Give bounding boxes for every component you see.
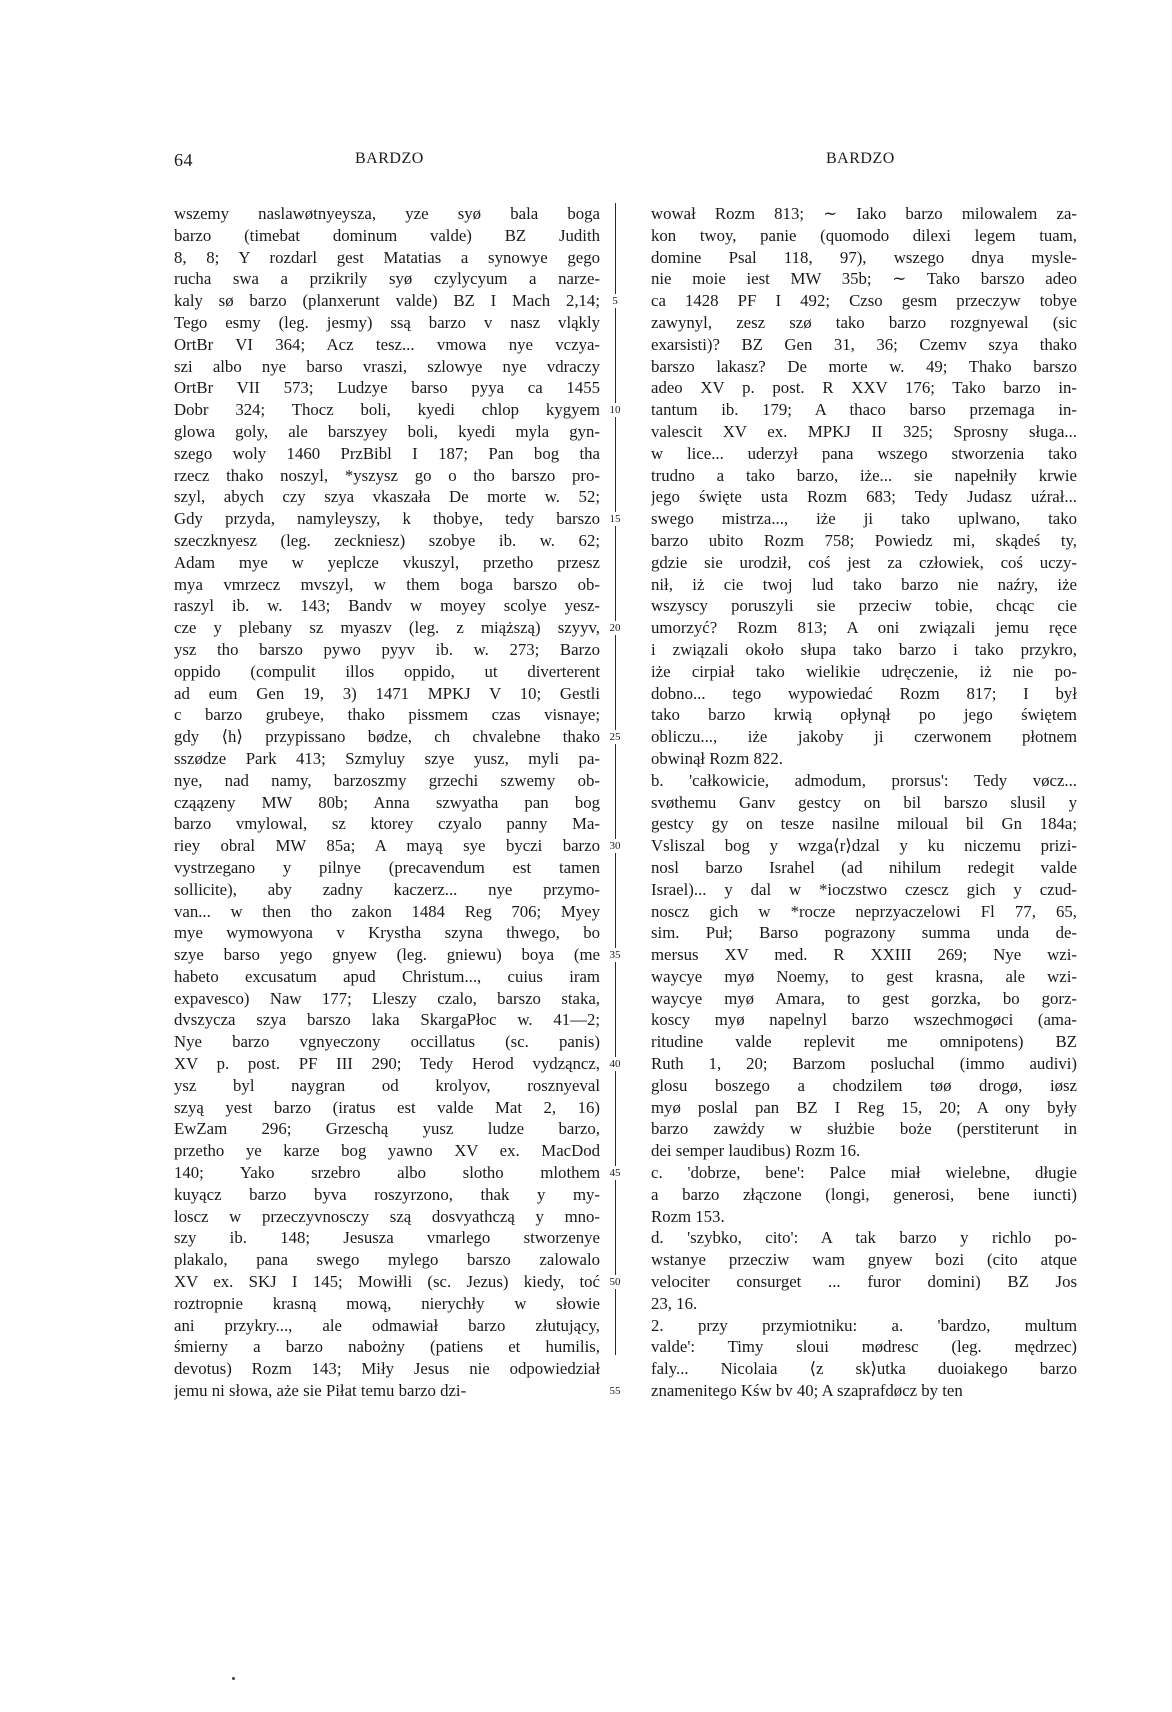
line-number: 10 xyxy=(604,403,626,417)
text-line: riey obral MW 85a; A mayą sye byczi barzo xyxy=(174,836,600,856)
text-line: expavesco) Naw 177; Lleszy czalo, barszo staka, xyxy=(174,988,600,1008)
text-line: obliczu..., iże jakoby ji czerwonem płotnem xyxy=(651,727,1077,747)
text-line: OrtBr VI 364; Acz tesz... vmowa nye vczya- xyxy=(174,334,600,354)
text-line: faly... Nicolaia ⟨z sk⟩utka duoiakego barzo xyxy=(651,1359,1077,1379)
text-line: a barzo złączone (longi, generosi, bene iuncti) xyxy=(651,1184,1077,1204)
text-line: gdy ⟨h⟩ przypissano bødze, ch chvalebne thako xyxy=(174,727,600,747)
text-line: gdzie sie urodził, coś jest za człowiek, coś uczy- xyxy=(651,552,1077,572)
text-line: 2. przy przymiotniku: a. 'bardzo, multum xyxy=(651,1315,1077,1335)
text-line: ysz byl naygran od krolyov, rosznyeval xyxy=(174,1075,600,1095)
text-line: mya vmrzecz mvszyl, w them boga barszo ob- xyxy=(174,574,600,594)
text-line: Israel)... y dal w *ioczstwo czescz gich y czud- xyxy=(651,879,1077,899)
text-line: Ruth 1, 20; Barzom posluchal (immo audivi) xyxy=(651,1054,1077,1074)
text-line: nie moie iest MW 35b; ∼ Tako barszo adeo xyxy=(651,269,1077,289)
text-line: kaly sø barzo (planxerunt valde) BZ I Mach 2,14; xyxy=(174,291,600,311)
text-line: rzecz thako noszyl, *yszysz go o tho barszo pro- xyxy=(174,465,600,485)
line-number: 15 xyxy=(604,512,626,526)
text-line: devotus) Rozm 143; Miły Jesus nie odpowiedział xyxy=(174,1359,600,1379)
text-line: zawynyl, zesz szø tako barzo rozgnyewal (sic xyxy=(651,312,1077,332)
text-line: barzo ubito Rozm 758; Powiedz mi, skądeś ty, xyxy=(651,530,1077,550)
text-line: gestcy gy on tesze nasilne miloual bil Gn 184a; xyxy=(651,814,1077,834)
text-line: wszyscy poruszyli sie przeciw tobie, chcąc cie xyxy=(651,596,1077,616)
text-line: Tego esmy (leg. jesmy) ssą barzo v nasz vląkly xyxy=(174,312,600,332)
text-line: mersus XV med. R XXIII 269; Nye wzi- xyxy=(651,945,1077,965)
text-line: kuyącz barzo byva roszyrzono, thak y my- xyxy=(174,1184,600,1204)
line-number: 20 xyxy=(604,621,626,635)
text-line: Rozm 153. xyxy=(651,1206,725,1226)
text-line: szyl, abych czy szya vkaszała De morte w. 52; xyxy=(174,487,600,507)
text-line: Vsliszal bog y wzga⟨r⟩dzal y ku niczemu prizi- xyxy=(651,836,1077,856)
text-line: szego woly 1460 PrzBibl I 187; Pan bog tha xyxy=(174,443,600,463)
page-mark-dot xyxy=(232,1677,235,1680)
text-line: glowa goly, ale barszyey boli, kyedi myla gyn- xyxy=(174,421,600,441)
text-line: śmierny a barzo nabożny (patiens et humilis, xyxy=(174,1337,600,1357)
text-line: umorzyć? Rozm 813; A oni związali jemu ręce xyxy=(651,618,1077,638)
text-line: waycye myø Amara, to gest gorzka, bo gorz- xyxy=(651,988,1077,1008)
text-line: szi albo nye barso vraszi, szlowye nye vdraczy xyxy=(174,356,600,376)
text-line: velociter consurget ... furor domini) BZ Jos xyxy=(651,1272,1077,1292)
left-column xyxy=(174,203,600,1403)
text-line: ani przykry..., ale odmawiał barzo złutujący, xyxy=(174,1315,600,1335)
text-line: adeo XV p. post. R XXV 176; Tako barzo in- xyxy=(651,378,1077,398)
text-line: i związali około słupa tako barzo i tako przykro, xyxy=(651,639,1077,659)
text-line: c barzo grubeye, thako pissmem czas visnaye; xyxy=(174,705,600,725)
text-line: myø poslal pan BZ I Reg 15, 20; A ony były xyxy=(651,1097,1077,1117)
text-line: habeto excusatum apud Christum..., cuius iram xyxy=(174,966,600,986)
line-number: 30 xyxy=(604,839,626,853)
text-line: exarsisti)? BZ Gen 31, 36; Czemv szya thako xyxy=(651,334,1077,354)
text-line: roztropnie krasną mową, nierychły w słowie xyxy=(174,1293,600,1313)
column-divider xyxy=(615,203,616,1355)
text-line: valde': Timy sloui mødresc (leg. mędrzec) xyxy=(651,1337,1077,1357)
text-line: c. 'dobrze, bene': Palce miał wielebne, długie xyxy=(651,1163,1077,1183)
text-line: szyą yest barzo (iratus est valde Mat 2, 16) xyxy=(174,1097,600,1117)
text-line: jego święte usta Rozm 683; Tedy Judasz uźrał... xyxy=(651,487,1077,507)
text-line: rucha swa a przikrily syø czylycyum a narze- xyxy=(174,269,600,289)
text-line: wszemy naslawøtnyeysza, yze syø bala boga xyxy=(174,204,600,223)
running-head-right: BARDZO xyxy=(826,150,895,167)
text-line: ca 1428 PF I 492; Czso gesm przeczyw tobye xyxy=(651,291,1077,311)
text-line: nosl barzo Israhel (ad nihilum redegit valde xyxy=(651,857,1077,877)
text-line: szye barso yego gnyew (leg. gniewu) boya (me xyxy=(174,945,600,965)
text-line: barzo vmylowal, sz ktorey czyalo panny Ma- xyxy=(174,814,600,834)
text-line: dei semper laudibus) Rozm 16. xyxy=(651,1141,861,1161)
text-line: wował Rozm 813; ∼ Iako barzo milowalem za- xyxy=(651,204,1077,223)
text-line: szeczknyesz (leg. zeckniesz) szobye ib. w. 62; xyxy=(174,530,600,550)
text-line: nił, iż cie twoj lud tako barzo nie naźry, iże xyxy=(651,574,1077,594)
text-line: obwinął Rozm 822. xyxy=(651,748,783,768)
text-line: iże cirpiał tako wielikie udręczenie, iż nie po- xyxy=(651,661,1077,681)
text-line: d. 'szybko, cito': A tak barzo y richlo po- xyxy=(651,1228,1077,1248)
text-line: barzo zawżdy w służbie boże (perstiterunt in xyxy=(651,1119,1077,1139)
text-line: dvszycza szya barszo laka SkargaPłoc w. 41—2; xyxy=(174,1010,600,1030)
text-line: glosu boszego a chodzilem tøø drogø, iøsz xyxy=(651,1075,1077,1095)
text-line: ysz tho barszo pywo pyyv ib. w. 273; Barzo xyxy=(174,639,600,659)
text-line: loscz w przeczyvnosczy szą dosvyathczą y mno- xyxy=(174,1206,600,1226)
text-line: barzo (timebat dominum valde) BZ Judith xyxy=(174,225,600,245)
text-line: vystrzegano y pilnye (precavendum est tamen xyxy=(174,857,600,877)
text-line: Nye barzo vgnyeczony occillatus (sc. panis) xyxy=(174,1032,600,1052)
line-number: 50 xyxy=(604,1275,626,1289)
text-line: mye wymowyona v Krystha szyna thwego, bo xyxy=(174,923,600,943)
text-line: XV p. post. PF III 290; Tedy Herod vydząncz, xyxy=(174,1054,600,1074)
text-line: 23, 16. xyxy=(651,1293,698,1313)
text-line: Dobr 324; Thocz boli, kyedi chlop kygyem xyxy=(174,400,600,420)
text-line: kon twoy, panie (quomodo dilexi legem tuam, xyxy=(651,225,1077,245)
text-line: Gdy przyda, namyleyszy, k thobye, tedy barszo xyxy=(174,509,600,529)
line-number: 45 xyxy=(604,1166,626,1180)
text-line: plakalo, pana swego mylego barszo zalowalo xyxy=(174,1250,600,1270)
text-line: znamenitego Kśw bv 40; A szaprafdøcz by ten xyxy=(651,1381,963,1401)
page-number: 64 xyxy=(174,150,193,170)
text-line: szy ib. 148; Jesusza vmarlego stworzenye xyxy=(174,1228,600,1248)
line-number: 40 xyxy=(604,1057,626,1071)
text-line: oppido (compulit illos oppido, ut diverterent xyxy=(174,661,600,681)
text-line: svøthemu Ganv gestcy on bil barszo slusil y xyxy=(651,792,1077,812)
text-line: jemu ni słowa, aże sie Piłat temu barzo dzi- xyxy=(174,1381,467,1401)
line-number: 25 xyxy=(604,730,626,744)
text-line: cząązeny MW 80b; Anna szwyatha pan bog xyxy=(174,792,600,812)
line-number: 55 xyxy=(604,1384,626,1398)
text-line: koscy myø napelnyl barzo wszechmogøci (ama- xyxy=(651,1010,1077,1030)
text-line: sollicite), aby zadny kaczerz... nye przymo- xyxy=(174,879,600,899)
text-line: tako barzo krwią opłynął po jego świętem xyxy=(651,705,1077,725)
text-line: barszo lakasz? De morte w. 49; Thako barszo xyxy=(651,356,1077,376)
right-column xyxy=(651,203,1077,1403)
text-line: 140; Yako srzebro albo slotho mlothem xyxy=(174,1163,600,1183)
text-line: 8, 8; Y rozdarl gest Matatias a synowye gego xyxy=(174,247,600,267)
line-number: 35 xyxy=(604,948,626,962)
text-line: tantum ib. 179; A thaco barso przemaga in- xyxy=(651,400,1077,420)
text-line: trudno a tako barzo, iże... sie napełniły krwie xyxy=(651,465,1077,485)
text-line: dobno... tego wypowiedać Rozm 817; I był xyxy=(651,683,1077,703)
text-line: swego mistrza..., iże ji tako uplwano, tako xyxy=(651,509,1077,529)
text-line: ad eum Gen 19, 3) 1471 MPKJ V 10; Gestli xyxy=(174,683,600,703)
line-number: 5 xyxy=(604,294,626,308)
text-line: b. 'całkowicie, admodum, prorsus': Tedy vøcz... xyxy=(651,770,1077,790)
text-line: waycye myø Noemy, to gest krasna, ale wzi- xyxy=(651,966,1077,986)
text-line: sim. Puł; Barso pograzony summa unda de- xyxy=(651,923,1077,943)
text-line: ritudine valde replevit me omnipotens) BZ xyxy=(651,1032,1077,1052)
text-line: noscz gich w *rocze neprzyaczelowi Fl 77, 65, xyxy=(651,901,1077,921)
text-line: domine Psal 118, 97), wszego dnya mysle- xyxy=(651,247,1077,267)
text-line: w lice... uderzył pana wszego stworzenia tako xyxy=(651,443,1077,463)
text-line: wstanye przecziw wam gnyew bozi (cito atque xyxy=(651,1250,1077,1270)
text-line: cze y plebany sz myaszv (leg. z miąższą) szyyv, xyxy=(174,618,600,638)
text-line: valescit XV ex. MPKJ II 325; Sprosny sługa... xyxy=(651,421,1077,441)
text-line: EwZam 296; Grzeschą yusz ludze barzo, xyxy=(174,1119,600,1139)
text-line: Adam mye w yeplcze vkuszyl, przetho przesz xyxy=(174,552,600,572)
text-line: sszødze Park 413; Szmyluy szye yusz, myli pa- xyxy=(174,748,600,768)
text-line: raszyl ib. w. 143; Bandv w moyey scolye yesz- xyxy=(174,596,600,616)
text-line: OrtBr VII 573; Ludzye barso pyya ca 1455 xyxy=(174,378,600,398)
text-line: nye, nad namy, barzoszmy grzechi szwemy ob- xyxy=(174,770,600,790)
text-line: XV ex. SKJ I 145; Mowiłli (sc. Jezus) kiedy, toć xyxy=(174,1272,600,1292)
text-line: van... w then tho zakon 1484 Reg 706; Myey xyxy=(174,901,600,921)
text-line: przetho ye karze bog yawno XV ex. MacDod xyxy=(174,1141,600,1161)
running-head-left: BARDZO xyxy=(355,150,424,167)
